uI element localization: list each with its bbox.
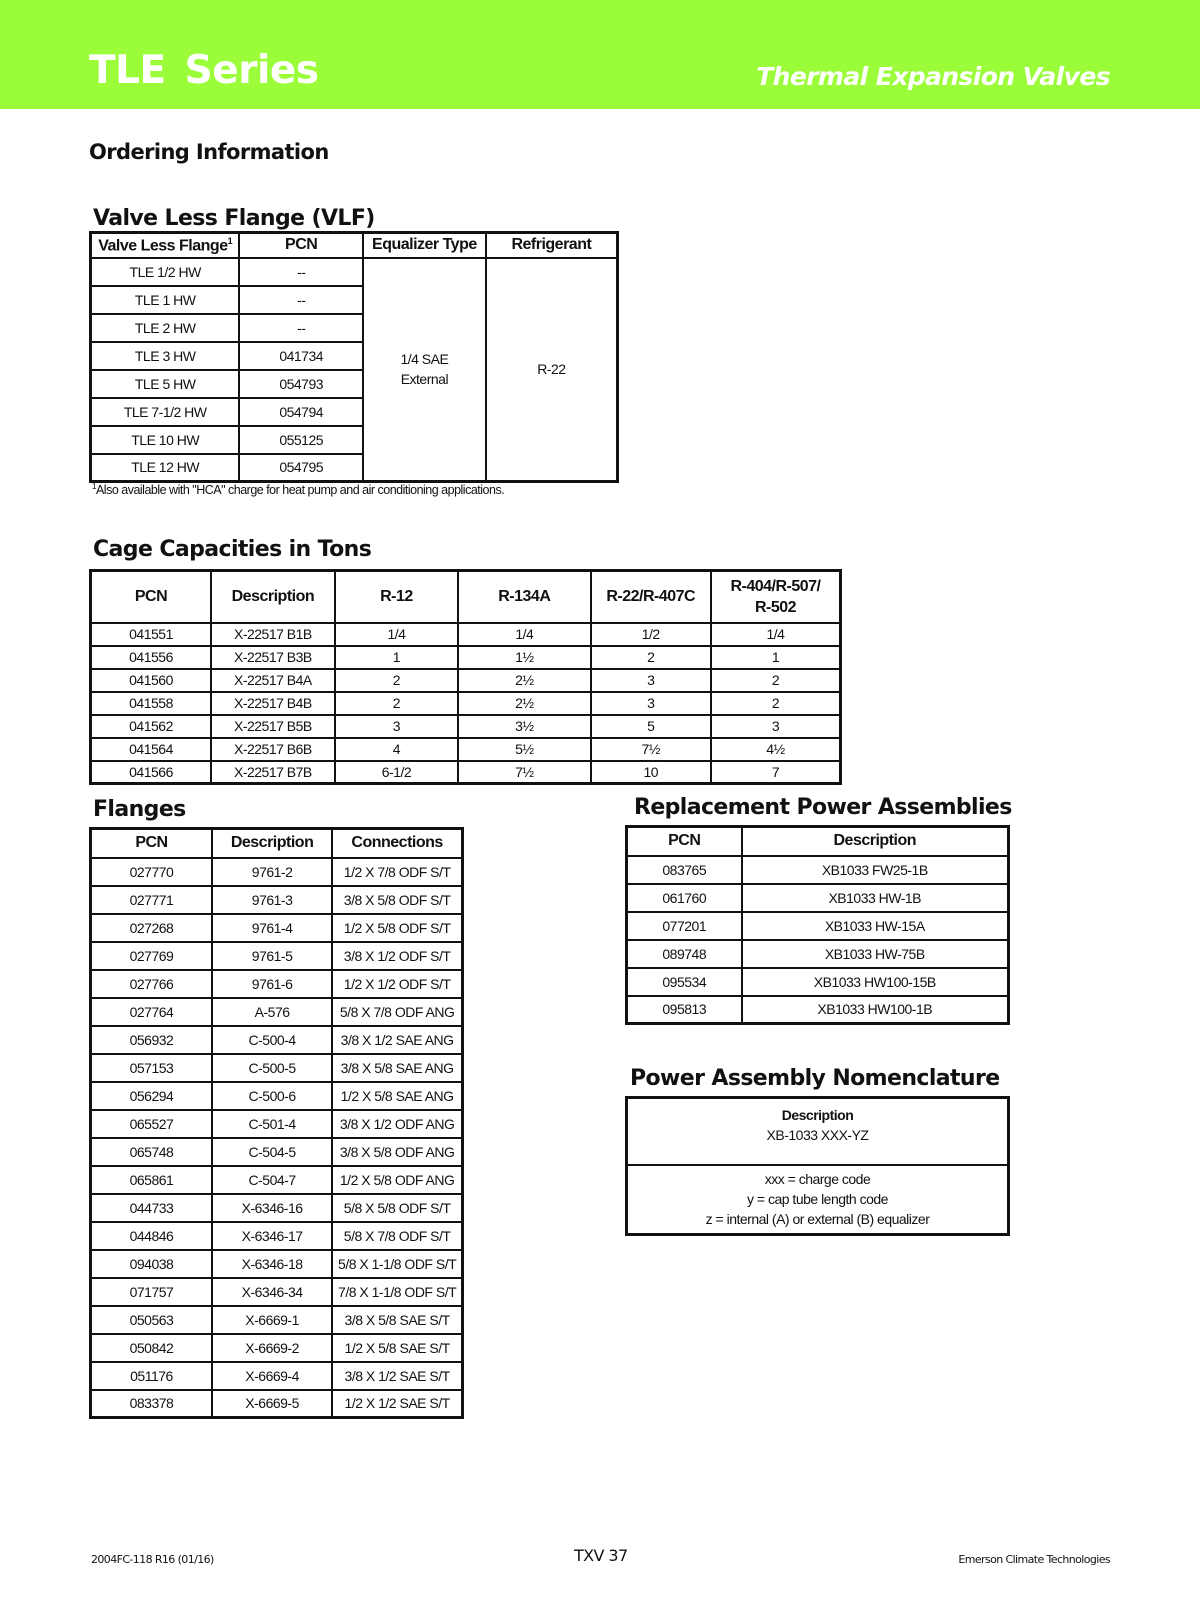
pcn-cell: 041566: [91, 761, 212, 784]
column-header: Valve Less Flange$^1$: [91, 233, 240, 258]
table-row: [91, 1166, 463, 1194]
description-cell: 9761-4: [212, 914, 332, 942]
model-cell: TLE 1 HW: [91, 286, 240, 314]
pcn-cell: 050563: [91, 1306, 212, 1334]
connections-cell: 5/8 X 5/8 ODF S/T: [332, 1194, 462, 1222]
pcn-cell: 041564: [91, 738, 212, 761]
capacity-cell: 3: [335, 715, 458, 738]
connections-cell: 3/8 X 5/8 SAE ANG: [332, 1054, 462, 1082]
description-cell: XB1033 HW-15A: [742, 912, 1009, 940]
pcn-cell: 051176: [91, 1362, 212, 1390]
description-cell: X-6346-16: [212, 1194, 332, 1222]
column-header: Equalizer Type: [363, 233, 486, 258]
model-cell: TLE 2 HW: [91, 314, 240, 342]
model-cell: TLE 3 HW: [91, 342, 240, 370]
description-cell: X-22517 B3B: [211, 646, 335, 669]
connections-cell: 1/2 X 5/8 SAE ANG: [332, 1082, 462, 1110]
description-cell: XB1033 HW-1B: [742, 884, 1009, 912]
table-row: [91, 761, 841, 784]
description-cell: C-504-5: [212, 1138, 332, 1166]
pcn-cell: 041562: [91, 715, 212, 738]
description-cell: C-501-4: [212, 1110, 332, 1138]
vlf-table: [89, 231, 619, 483]
table-row: [627, 1165, 1009, 1235]
page-heading: Ordering Information: [89, 140, 329, 164]
table-row: [91, 1306, 463, 1334]
capacity-cell: 2: [711, 692, 841, 715]
pcn-cell: 054794: [239, 398, 363, 426]
description-cell: XB1033 HW100-1B: [742, 996, 1009, 1024]
connections-cell: 1/2 X 1/2 ODF S/T: [332, 970, 462, 998]
pcn-cell: 027769: [91, 942, 212, 970]
capacity-cell: 1/4: [335, 623, 458, 646]
capacity-cell: 4: [335, 738, 458, 761]
capacity-cell: 4½: [711, 738, 841, 761]
capacity-cell: 10: [591, 761, 711, 784]
connections-cell: 1/2 X 7/8 ODF S/T: [332, 858, 462, 886]
column-header: Description: [211, 571, 335, 623]
nomenclature-table: [625, 1096, 1010, 1236]
table-row: [91, 692, 841, 715]
equalizer-cell: 1/4 SAE External: [363, 258, 486, 482]
pcn-cell: 041558: [91, 692, 212, 715]
table-row: [627, 968, 1009, 996]
table-row: [627, 884, 1009, 912]
table-row: [91, 1362, 463, 1390]
description-cell: XB1033 HW100-15B: [742, 968, 1009, 996]
pcn-cell: 061760: [627, 884, 742, 912]
column-header: R-22/R-407C: [591, 571, 711, 623]
capacity-cell: 1: [335, 646, 458, 669]
capacity-cell: 7: [711, 761, 841, 784]
capacity-cell: 3: [711, 715, 841, 738]
column-header: Description: [212, 829, 332, 858]
description-cell: 9761-3: [212, 886, 332, 914]
table-row: [91, 1194, 463, 1222]
connections-cell: 5/8 X 1-1/8 ODF S/T: [332, 1250, 462, 1278]
pcn-cell: --: [239, 286, 363, 314]
pcn-cell: 044733: [91, 1194, 212, 1222]
pcn-cell: --: [239, 258, 363, 286]
table-row: [91, 1222, 463, 1250]
description-cell: C-500-5: [212, 1054, 332, 1082]
pcn-cell: 056294: [91, 1082, 212, 1110]
connections-cell: 3/8 X 1/2 SAE S/T: [332, 1362, 462, 1390]
vlf-footnote: $^1$Also available with "HCA" charge for heat pump and air conditioning applications.: [92, 482, 505, 498]
description-cell: X-22517 B4B: [211, 692, 335, 715]
pcn-cell: 094038: [91, 1250, 212, 1278]
column-header: PCN: [91, 571, 212, 623]
table-row: [627, 912, 1009, 940]
connections-cell: 3/8 X 1/2 ODF ANG: [332, 1110, 462, 1138]
connections-cell: 3/8 X 5/8 ODF S/T: [332, 886, 462, 914]
pcn-cell: 027268: [91, 914, 212, 942]
description-cell: 9761-5: [212, 942, 332, 970]
document-number: 2004FC-118 R16 (01/16): [91, 1553, 214, 1566]
company-name: Emerson Climate Technologies: [958, 1553, 1110, 1566]
capacity-cell: 5½: [458, 738, 590, 761]
table-row: [91, 669, 841, 692]
capacity-cell: 2½: [458, 692, 590, 715]
description-cell: X-6346-17: [212, 1222, 332, 1250]
capacity-cell: 5: [591, 715, 711, 738]
pcn-cell: 027770: [91, 858, 212, 886]
pcn-cell: 095534: [627, 968, 742, 996]
pcn-cell: 027771: [91, 886, 212, 914]
table-row: [91, 1110, 463, 1138]
connections-cell: 1/2 X 5/8 ODF S/T: [332, 914, 462, 942]
table-row: [91, 715, 841, 738]
connections-cell: 3/8 X 1/2 SAE ANG: [332, 1026, 462, 1054]
description-cell: A-576: [212, 998, 332, 1026]
pcn-cell: 027766: [91, 970, 212, 998]
table-row: [91, 258, 618, 286]
table-header-row: [91, 829, 463, 858]
description-cell: XB1033 FW25-1B: [742, 856, 1009, 884]
description-cell: X-6669-4: [212, 1362, 332, 1390]
capacity-cell: 6-1/2: [335, 761, 458, 784]
cage-title: Cage Capacities in Tons: [93, 537, 372, 562]
table-header-row: [627, 827, 1009, 856]
pcn-cell: 027764: [91, 998, 212, 1026]
table-row: [91, 738, 841, 761]
column-header: Refrigerant: [486, 233, 618, 258]
series-title: TLE Series: [89, 48, 319, 93]
table-row: [627, 1098, 1009, 1165]
flanges-table: [89, 827, 464, 1419]
connections-cell: 1/2 X 5/8 SAE S/T: [332, 1334, 462, 1362]
table-row: [91, 858, 463, 886]
cage-capacities-table: [89, 569, 842, 785]
table-row: [91, 1390, 463, 1418]
pcn-cell: 054795: [239, 454, 363, 482]
connections-cell: 3/8 X 5/8 SAE S/T: [332, 1306, 462, 1334]
table-header-row: [91, 233, 618, 258]
connections-cell: 5/8 X 7/8 ODF S/T: [332, 1222, 462, 1250]
vlf-title: Valve Less Flange (VLF): [93, 206, 375, 231]
pcn-cell: 044846: [91, 1222, 212, 1250]
description-cell: X-6669-2: [212, 1334, 332, 1362]
description-cell: 9761-6: [212, 970, 332, 998]
replacement-power-assemblies-table: [625, 825, 1010, 1025]
connections-cell: 3/8 X 1/2 ODF S/T: [332, 942, 462, 970]
nomenclature-legend-cell: [627, 1165, 1009, 1235]
page-number: TXV 37: [574, 1546, 628, 1565]
pcn-cell: 054793: [239, 370, 363, 398]
capacity-cell: 2: [335, 669, 458, 692]
pcn-cell: 065748: [91, 1138, 212, 1166]
nomenclature-code: XB-1033 XXX-YZ: [766, 1127, 869, 1143]
pcn-cell: 083378: [91, 1390, 212, 1418]
capacity-cell: 3: [591, 692, 711, 715]
pcn-cell: 089748: [627, 940, 742, 968]
table-row: [91, 623, 841, 646]
pcn-cell: 057153: [91, 1054, 212, 1082]
legend-line: xxx = charge code: [764, 1171, 871, 1188]
connections-cell: 7/8 X 1-1/8 ODF S/T: [332, 1278, 462, 1306]
table-row: [91, 970, 463, 998]
model-cell: TLE 1/2 HW: [91, 258, 240, 286]
description-cell: XB1033 HW-75B: [742, 940, 1009, 968]
column-header: PCN: [91, 829, 212, 858]
description-cell: X-22517 B7B: [211, 761, 335, 784]
legend-line: y = cap tube length code: [747, 1191, 888, 1208]
description-cell: X-6346-34: [212, 1278, 332, 1306]
table-row: [91, 1054, 463, 1082]
table-row: [91, 1082, 463, 1110]
table-row: [627, 940, 1009, 968]
rpa-title: Replacement Power Assemblies: [634, 795, 1012, 820]
description-cell: X-22517 B5B: [211, 715, 335, 738]
table-row: [91, 646, 841, 669]
table-row: [627, 856, 1009, 884]
description-cell: X-22517 B1B: [211, 623, 335, 646]
capacity-cell: 1/4: [711, 623, 841, 646]
description-cell: X-6669-5: [212, 1390, 332, 1418]
description-cell: X-22517 B6B: [211, 738, 335, 761]
capacity-cell: 7½: [591, 738, 711, 761]
model-cell: TLE 12 HW: [91, 454, 240, 482]
nomenclature-title: Power Assembly Nomenclature: [630, 1066, 1000, 1091]
product-category: Thermal Expansion Valves: [756, 62, 1110, 91]
connections-cell: 1/2 X 5/8 ODF ANG: [332, 1166, 462, 1194]
capacity-cell: 2: [335, 692, 458, 715]
capacity-cell: 1/4: [458, 623, 590, 646]
pcn-cell: 041560: [91, 669, 212, 692]
pcn-cell: 056932: [91, 1026, 212, 1054]
capacity-cell: 3½: [458, 715, 590, 738]
description-cell: C-500-4: [212, 1026, 332, 1054]
pcn-cell: --: [239, 314, 363, 342]
capacity-cell: 1½: [458, 646, 590, 669]
table-row: [91, 1138, 463, 1166]
capacity-cell: 2½: [458, 669, 590, 692]
pcn-cell: 071757: [91, 1278, 212, 1306]
capacity-cell: 7½: [458, 761, 590, 784]
table-row: [91, 886, 463, 914]
table-header-row: [91, 571, 841, 623]
pcn-cell: 050842: [91, 1334, 212, 1362]
model-cell: TLE 10 HW: [91, 426, 240, 454]
nomenclature-label: Description: [781, 1107, 854, 1123]
column-header: R-134A: [458, 571, 590, 623]
description-cell: X-22517 B4A: [211, 669, 335, 692]
capacity-cell: 3: [591, 669, 711, 692]
capacity-cell: 2: [591, 646, 711, 669]
pcn-cell: 065527: [91, 1110, 212, 1138]
pcn-cell: 041551: [91, 623, 212, 646]
pcn-cell: 095813: [627, 996, 742, 1024]
connections-cell: 5/8 X 7/8 ODF ANG: [332, 998, 462, 1026]
flanges-title: Flanges: [93, 797, 186, 822]
capacity-cell: 2: [711, 669, 841, 692]
column-header: PCN: [239, 233, 363, 258]
connections-cell: 3/8 X 5/8 ODF ANG: [332, 1138, 462, 1166]
description-cell: C-504-7: [212, 1166, 332, 1194]
pcn-cell: 083765: [627, 856, 742, 884]
nomenclature-code-cell: [627, 1098, 1009, 1165]
column-header: Connections: [332, 829, 462, 858]
refrigerant-cell: R-22: [486, 258, 618, 482]
capacity-cell: 1: [711, 646, 841, 669]
table-row: [91, 1278, 463, 1306]
description-cell: C-500-6: [212, 1082, 332, 1110]
column-header: Description: [742, 827, 1009, 856]
pcn-cell: 065861: [91, 1166, 212, 1194]
description-cell: X-6669-1: [212, 1306, 332, 1334]
legend-line: z = internal (A) or external (B) equalizer: [705, 1211, 930, 1228]
header-banner: [0, 0, 1200, 109]
capacity-cell: 1/2: [591, 623, 711, 646]
pcn-cell: 077201: [627, 912, 742, 940]
table-row: [91, 1334, 463, 1362]
table-row: [91, 1026, 463, 1054]
model-cell: TLE 7-1/2 HW: [91, 398, 240, 426]
model-cell: TLE 5 HW: [91, 370, 240, 398]
table-row: [91, 914, 463, 942]
description-cell: 9761-2: [212, 858, 332, 886]
pcn-cell: 041556: [91, 646, 212, 669]
description-cell: X-6346-18: [212, 1250, 332, 1278]
column-header: R-12: [335, 571, 458, 623]
connections-cell: 1/2 X 1/2 SAE S/T: [332, 1390, 462, 1418]
column-header: R-404/R-507/ R-502: [711, 571, 841, 623]
column-header: PCN: [627, 827, 742, 856]
table-row: [91, 942, 463, 970]
table-row: [91, 998, 463, 1026]
table-row: [91, 1250, 463, 1278]
pcn-cell: 041734: [239, 342, 363, 370]
table-row: [627, 996, 1009, 1024]
pcn-cell: 055125: [239, 426, 363, 454]
